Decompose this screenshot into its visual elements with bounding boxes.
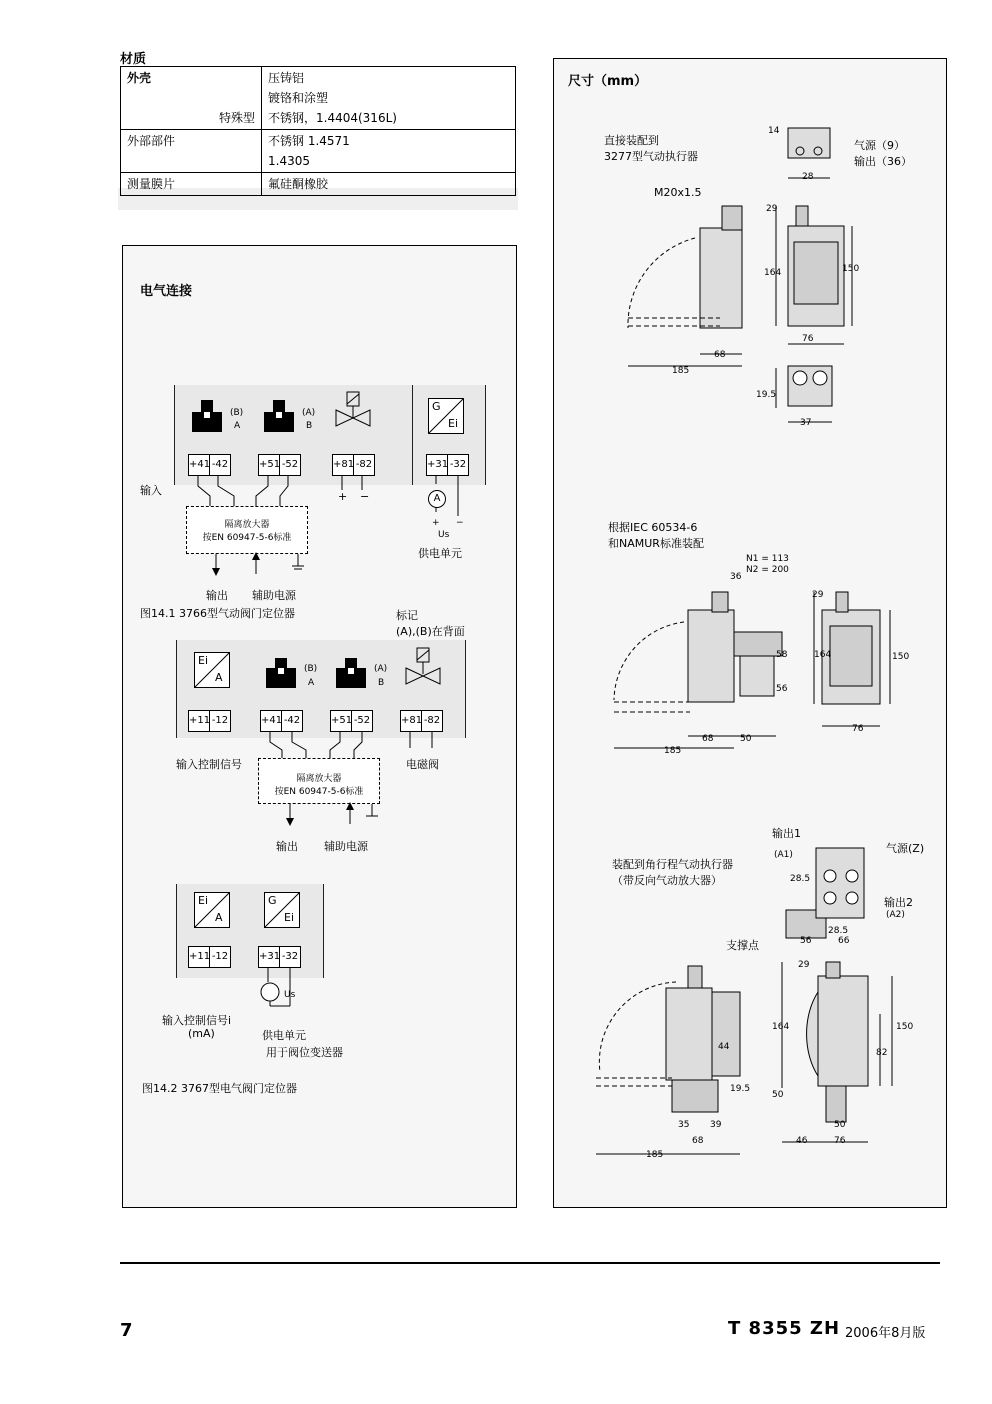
fig2-output-label: 输出 [276, 840, 298, 853]
mark-label: 标记 [396, 609, 418, 622]
fig2-amp-outputs [280, 802, 380, 832]
external-parts-key: 外部部件 [121, 130, 262, 173]
table-row [121, 130, 516, 173]
view1-label-1: 直接装配到 [604, 134, 659, 147]
isolating-amplifier-box: 隔离放大器 按EN 60947-5-6标准 [186, 506, 308, 554]
fig3-us-label: Us [284, 990, 296, 1000]
view3-out2: 输出2 [884, 896, 913, 909]
view3-a1: (A1) [774, 850, 793, 860]
terminal-51-52: +51 -52 [258, 454, 301, 476]
table-row [121, 67, 516, 130]
fig1-input-label: 输入 [140, 484, 162, 497]
materials-title: 材质 [120, 52, 147, 67]
fig2-aux-label: 辅助电源 [324, 840, 368, 853]
fig2-limit-switch-b-icon [334, 656, 374, 690]
view1-supply: 气源（9） [854, 139, 905, 152]
view2-label-1: 根据IEC 60534-6 [608, 521, 698, 534]
supply-unit-label: 供电单元 [418, 547, 462, 560]
view1-label-2: 3277型气动执行器 [604, 150, 698, 163]
terminal-41-42: +41 -42 [260, 710, 303, 732]
switch-b-label-2: B [306, 421, 313, 431]
limit-switch-a-icon [190, 398, 230, 434]
switch-b-label-1: (A) [302, 408, 316, 418]
terminal-81-82: +81 -82 [400, 710, 443, 732]
fig2-solenoid-valve-icon [404, 646, 444, 692]
document-code: T 8355 ZH [728, 1318, 841, 1339]
fig3-ma-label: (mA) [188, 1027, 215, 1040]
terminal-51-52: +51 -52 [330, 710, 373, 732]
switch-a-label-1: (B) [230, 408, 244, 418]
view3-label-2: （带反向气动放大器） [612, 874, 722, 887]
view3-label-1: 装配到角行程气动执行器 [612, 858, 733, 871]
fig1-caption: 图14.1 3766型气动阀门定位器 [140, 607, 295, 620]
fig2-input-signal-label: 输入控制信号 [176, 758, 242, 771]
fig2-ei-box: Ei A [194, 652, 230, 688]
fig1-output-label: 输出 [206, 589, 228, 602]
fig2-limit-switch-a-icon [264, 656, 304, 690]
fig3-ge-box: G Ei [264, 892, 300, 928]
view3-drawing [590, 842, 920, 1162]
housing-values: 压铸铝 镀铬和涂塑 不锈钢，1.4404(316L) [262, 67, 516, 130]
view2-drawing [600, 570, 920, 760]
view2-n1: N1 = 113 [746, 554, 789, 564]
view3-a2: (A2) [886, 910, 905, 920]
view3-pivot: 支撑点 [726, 939, 759, 952]
view2-n2: N2 = 200 [746, 565, 789, 575]
fig1-aux-label: 辅助电源 [252, 589, 296, 602]
view1-thread: M20x1.5 [654, 186, 702, 199]
fig3-caption: 图14.2 3767型电气阀门定位器 [142, 1082, 297, 1095]
table-row [121, 173, 516, 196]
materials-table [120, 66, 516, 196]
ammeter-icon: A [428, 490, 446, 508]
limit-switch-b-icon [262, 398, 302, 434]
external-parts-values: 不锈钢 1.4571 1.4305 [262, 130, 516, 173]
terminal-11-12: +11 -12 [188, 946, 231, 968]
fig2-solenoid-label: 电磁阀 [406, 758, 439, 771]
terminal-11-12: +11 -12 [188, 710, 231, 732]
terminal-31-32: +31 -32 [258, 946, 301, 968]
fig3-ei-box: Ei A [194, 892, 230, 928]
plus-sign: + [338, 490, 348, 503]
diaphragm-key: 测量膜片 [121, 173, 262, 196]
view1-drawing [600, 118, 870, 438]
housing-key: 外壳 特殊型 [121, 67, 262, 130]
diaphragm-value: 氟硅酮橡胶 [262, 173, 516, 196]
view3-supply: 气源(Z) [886, 842, 925, 855]
fig1-amp-outputs [206, 552, 306, 582]
solenoid-valve-icon [334, 390, 374, 436]
view1-output: 输出（36） [854, 155, 912, 168]
fig3-wiring [256, 968, 316, 1010]
document-date: 2006年8月版 [845, 1326, 926, 1341]
page-number: 7 [120, 1320, 133, 1341]
fig3-supply-sub: 用于阀位变送器 [266, 1046, 343, 1059]
fig2-isolating-amplifier-box: 隔离放大器 按EN 60947-5-6标准 [258, 758, 380, 804]
transmitter-box: G Ei [428, 398, 464, 434]
electrical-title: 电气连接 [140, 284, 193, 299]
terminal-81-82: +81 -82 [332, 454, 375, 476]
dimensions-title: 尺寸（mm） [568, 74, 648, 89]
switch-a-label-2: A [234, 421, 241, 431]
footer-rule [120, 1262, 940, 1264]
terminal-31-32: +31 -32 [426, 454, 469, 476]
view2-label-2: 和NAMUR标准装配 [608, 537, 704, 550]
special-key: 特殊型 [218, 111, 255, 125]
view3-out1: 输出1 [772, 827, 801, 840]
minus-sign: − [360, 490, 370, 503]
us-label: Us [438, 530, 450, 540]
terminal-41-42: +41 -42 [188, 454, 231, 476]
mark-note: (A),(B)在背面 [396, 625, 465, 638]
fig3-input-signal-label: 输入控制信号i [162, 1014, 232, 1027]
fig3-supply-label: 供电单元 [262, 1029, 306, 1042]
